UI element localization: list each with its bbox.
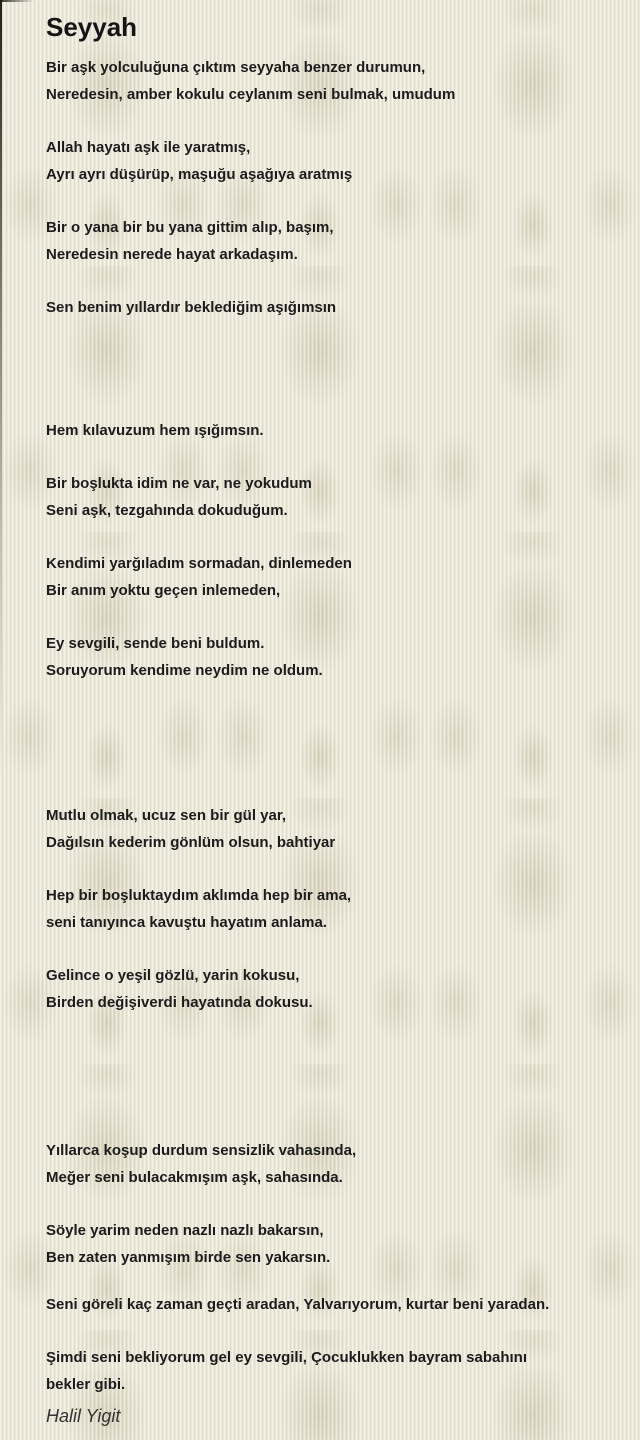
stanza [46, 802, 612, 856]
poem-line: Neredesin nerede hayat arkadaşım. [46, 246, 298, 263]
poem-line: Hep bir boşluktaydım aklımda hep bir ama, [46, 887, 352, 904]
poem-body [46, 54, 612, 1398]
poem-line: Dağılsın kederim gönlüm olsun, bahtiyar [46, 834, 336, 851]
poem-line: bekler gibi. [46, 1376, 126, 1393]
stanza [46, 1137, 612, 1191]
poem-line: Soruyorum kendime neydim ne oldum. [46, 662, 323, 679]
poem-line: Ey sevgili, sende beni buldum. [46, 635, 265, 652]
stanza [46, 962, 612, 1016]
poem-line: Hem kılavuzum hem ışığımsın. [46, 422, 264, 439]
poem-line: Allah hayatı aşk ile yaratmış, [46, 139, 251, 156]
poem-line: Kendimi yarğıladım sormadan, dinlemeden [46, 555, 352, 572]
stanza [46, 1217, 612, 1271]
poem-line: Ayrı ayrı düşürüp, maşuğu aşağıya aratmış [46, 166, 353, 183]
stanza [46, 1291, 612, 1318]
stanza [46, 882, 612, 936]
poem-line: Birden değişiverdi hayatında dokusu. [46, 994, 313, 1011]
poem-line: Ben zaten yanmışım birde sen yakarsın. [46, 1249, 331, 1266]
poem-line: Bir o yana bir bu yana gittim alıp, başım, [46, 219, 334, 236]
poem-line: Seni göreli kaç zaman geçti aradan, Yalvarıyorum, kurtar beni yaradan. [46, 1296, 550, 1313]
poem-line: Bir anım yoktu geçen inlemeden, [46, 582, 281, 599]
stanza [46, 1344, 612, 1398]
author-signature: Halil Yigit [46, 1406, 121, 1426]
poem-line: Şimdi seni bekliyorum gel ey sevgili, Çocuklukken bayram sabahını [46, 1349, 528, 1366]
stanza [46, 134, 612, 188]
poem-line: Bir aşk yolculuğuna çıktım seyyaha benzer durumun, [46, 59, 426, 76]
stanza [46, 294, 612, 321]
poem-line: Bir boşlukta idim ne var, ne yokudum [46, 475, 312, 492]
poem-line: Gelince o yeşil gözlü, yarin kokusu, [46, 967, 300, 984]
stanza [46, 54, 612, 108]
stanza [46, 630, 612, 684]
poem-line: Meğer seni bulacakmışım aşk, sahasında. [46, 1169, 343, 1186]
poem-line: Seni aşk, tezgahında dokuduğum. [46, 502, 288, 519]
stanza [46, 214, 612, 268]
stanza [46, 470, 612, 524]
stanza [46, 417, 612, 444]
poem-line: Yıllarca koşup durdum sensizlik vahasında, [46, 1142, 357, 1159]
poem-line: Neredesin, amber kokulu ceylanım seni bulmak, umudum [46, 86, 456, 103]
poem-line: seni tanıyınca kavuştu hayatım anlama. [46, 914, 327, 931]
poem-line: Sen benim yıllardır beklediğim aşığımsın [46, 299, 337, 316]
poem-line: Söyle yarim neden nazlı nazlı bakarsın, [46, 1222, 324, 1239]
page-title: Seyyah [46, 12, 138, 42]
poem-line: Mutlu olmak, ucuz sen bir gül yar, [46, 807, 287, 824]
stanza [46, 550, 612, 604]
